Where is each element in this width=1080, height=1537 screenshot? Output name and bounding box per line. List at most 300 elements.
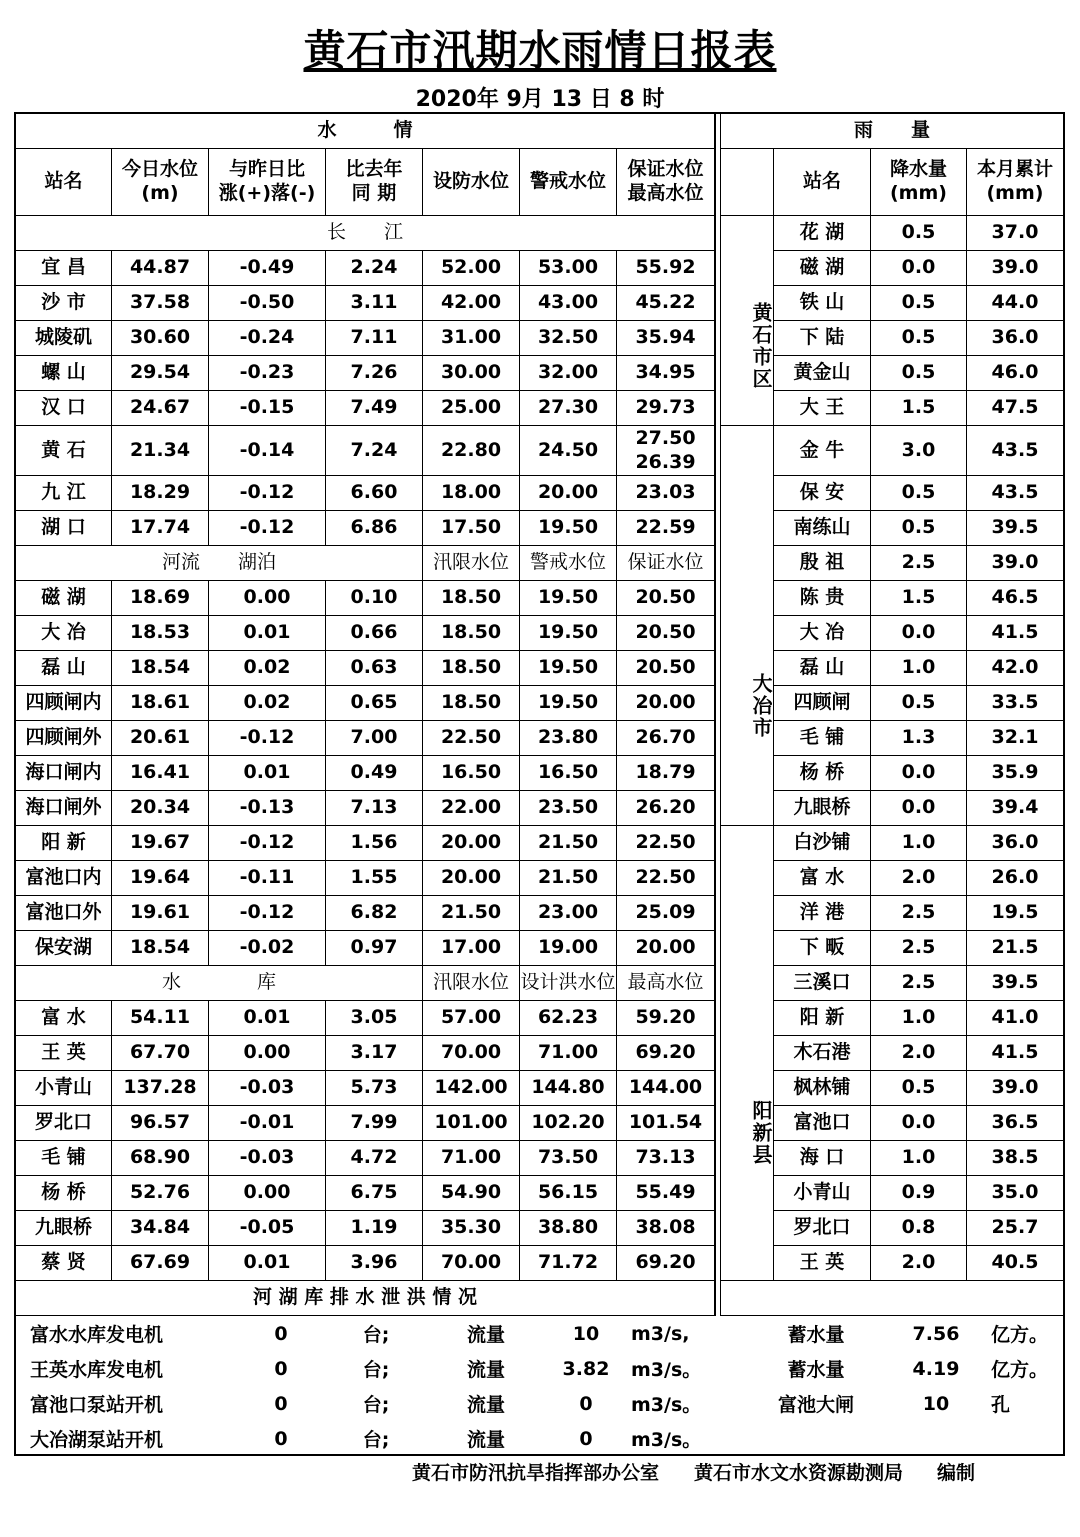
- water-value: 24.50: [520, 426, 617, 476]
- station-name: 磁 湖: [16, 581, 112, 616]
- water-value: 29.73: [617, 391, 715, 426]
- drainage-count: 0: [274, 1427, 288, 1450]
- water-value: 44.87: [112, 251, 209, 286]
- water-value: 6.86: [326, 511, 423, 546]
- drainage-flow-label: 流量: [466, 1324, 505, 1346]
- station-name: 海口闸外: [16, 791, 112, 826]
- rain-value: 43.5: [967, 476, 1063, 511]
- water-value: -0.03: [209, 1071, 326, 1106]
- water-value: -0.12: [209, 476, 326, 511]
- station-name: 毛 铺: [16, 1141, 112, 1176]
- water-value: 1.19: [326, 1211, 423, 1246]
- drainage-flow-label: 流量: [466, 1394, 505, 1416]
- water-value: 144.00: [617, 1071, 715, 1106]
- rain-station-name: 陈 贵: [774, 581, 871, 616]
- rain-station-name: 金 牛: [774, 426, 871, 476]
- rain-station-name: 白沙铺: [774, 826, 871, 861]
- water-value: 0.63: [326, 651, 423, 686]
- subsection-col-header: 保证水位: [617, 546, 715, 581]
- station-name: 罗北口: [16, 1106, 112, 1141]
- drainage-name: 富池口泵站开机: [30, 1394, 164, 1416]
- water-value: 18.50: [423, 686, 520, 721]
- water-value: 62.23: [520, 1001, 617, 1036]
- water-value: 32.50: [520, 321, 617, 356]
- rain-station-name: 下 陆: [774, 321, 871, 356]
- water-value: 30.00: [423, 356, 520, 391]
- water-value: 73.13: [617, 1141, 715, 1176]
- rain-station-name: 小青山: [774, 1176, 871, 1211]
- footer: [0, 1458, 1080, 1486]
- water-value: 20.00: [423, 826, 520, 861]
- rain-value: 0.0: [871, 1106, 967, 1141]
- rain-station-name: 木石港: [774, 1036, 871, 1071]
- water-col-header-0: 站名: [16, 149, 112, 216]
- rain-district-label: 阳新县: [721, 826, 774, 1281]
- rain-value: 0.9: [871, 1176, 967, 1211]
- drainage-name: 富水水库发电机: [30, 1324, 164, 1346]
- rain-district-label: 黄石市区: [721, 216, 774, 426]
- drainage-flow-label: 流量: [466, 1359, 505, 1381]
- water-value: 27.30: [520, 391, 617, 426]
- water-value: 18.69: [112, 581, 209, 616]
- water-value: 22.50: [423, 721, 520, 756]
- drainage-unit: 台;: [362, 1429, 390, 1451]
- rain-value: 0.5: [871, 216, 967, 251]
- rain-value: 37.0: [967, 216, 1063, 251]
- rain-col-header-2: 本月累计 (mm): [967, 149, 1063, 216]
- water-value: 6.75: [326, 1176, 423, 1211]
- water-value: 5.73: [326, 1071, 423, 1106]
- station-name: 沙 市: [16, 286, 112, 321]
- rain-value: 39.0: [967, 251, 1063, 286]
- water-value: 18.61: [112, 686, 209, 721]
- rain-value: 0.5: [871, 1071, 967, 1106]
- water-value: 20.00: [423, 861, 520, 896]
- water-value: 17.74: [112, 511, 209, 546]
- station-name: 富池口内: [16, 861, 112, 896]
- water-value: -0.01: [209, 1106, 326, 1141]
- water-value: 18.00: [423, 476, 520, 511]
- rain-value: 41.0: [967, 1001, 1063, 1036]
- water-value: 54.90: [423, 1176, 520, 1211]
- water-value: 7.00: [326, 721, 423, 756]
- rain-station-name: 花 湖: [774, 216, 871, 251]
- water-value: 25.00: [423, 391, 520, 426]
- rain-value: 1.5: [871, 581, 967, 616]
- water-value: 35.30: [423, 1211, 520, 1246]
- rain-station-name: 磁 湖: [774, 251, 871, 286]
- water-value: 55.92: [617, 251, 715, 286]
- drainage-title: 河 湖 库 排 水 泄 洪 情 况: [16, 1281, 715, 1316]
- water-value: 101.00: [423, 1106, 520, 1141]
- rain-station-name: 南练山: [774, 511, 871, 546]
- rain-value: 19.5: [967, 896, 1063, 931]
- water-value: 0.66: [326, 616, 423, 651]
- water-col-header-3: 比去年 同 期: [326, 149, 423, 216]
- rain-station-name: 杨 桥: [774, 756, 871, 791]
- water-value: 3.11: [326, 286, 423, 321]
- station-name: 磊 山: [16, 651, 112, 686]
- rain-value: 0.8: [871, 1211, 967, 1246]
- rain-station-name: 大 王: [774, 391, 871, 426]
- station-name: 四顾闸外: [16, 721, 112, 756]
- water-value: 42.00: [423, 286, 520, 321]
- subsection-col-header: 汛限水位: [423, 546, 520, 581]
- station-name: 富池口外: [16, 896, 112, 931]
- report-date: 2020年 9月 13 日 8 时: [415, 87, 665, 112]
- water-value: -0.03: [209, 1141, 326, 1176]
- drainage-extra-label: 富池大闸: [777, 1394, 854, 1416]
- rain-value: 0.5: [871, 356, 967, 391]
- rain-value: 46.0: [967, 356, 1063, 391]
- drainage-extra-unit: 亿方。: [991, 1359, 1049, 1381]
- station-name: 九眼桥: [16, 1211, 112, 1246]
- water-value: 0.65: [326, 686, 423, 721]
- drainage-extra-value: 10: [922, 1392, 950, 1415]
- drainage-extra-unit: [991, 1421, 1061, 1456]
- water-value: 19.50: [520, 651, 617, 686]
- water-value: 0.10: [326, 581, 423, 616]
- drainage-flow: 3.82: [562, 1357, 610, 1380]
- rain-value: 26.0: [967, 861, 1063, 896]
- rain-value: 38.5: [967, 1141, 1063, 1176]
- water-value: 18.50: [423, 616, 520, 651]
- rain-value: 39.5: [967, 511, 1063, 546]
- rain-value: 43.5: [967, 426, 1063, 476]
- rain-value: 0.5: [871, 286, 967, 321]
- water-value: 7.13: [326, 791, 423, 826]
- rain-value: 39.5: [967, 966, 1063, 1001]
- drainage-flow-unit: m3/s,: [631, 1322, 690, 1345]
- water-value: 57.00: [423, 1001, 520, 1036]
- water-value: 27.50 26.39: [617, 426, 715, 476]
- water-value: 3.96: [326, 1246, 423, 1281]
- water-value: 0.97: [326, 931, 423, 966]
- rain-value: 2.5: [871, 896, 967, 931]
- water-value: 20.00: [617, 686, 715, 721]
- water-value: 45.22: [617, 286, 715, 321]
- water-value: 142.00: [423, 1071, 520, 1106]
- water-value: -0.49: [209, 251, 326, 286]
- water-value: 101.54: [617, 1106, 715, 1141]
- water-value: 20.50: [617, 616, 715, 651]
- subsection-col-header: 汛限水位: [423, 966, 520, 1001]
- water-value: 52.00: [423, 251, 520, 286]
- water-value: 53.00: [520, 251, 617, 286]
- water-col-header-5: 警戒水位: [520, 149, 617, 216]
- water-value: 35.94: [617, 321, 715, 356]
- water-value: 20.00: [617, 931, 715, 966]
- water-value: 20.61: [112, 721, 209, 756]
- rain-station-name: 保 安: [774, 476, 871, 511]
- water-value: 21.50: [423, 896, 520, 931]
- station-name: 海口闸内: [16, 756, 112, 791]
- station-name: 王 英: [16, 1036, 112, 1071]
- water-value: 43.00: [520, 286, 617, 321]
- water-value: -0.23: [209, 356, 326, 391]
- drainage-count: 0: [274, 1322, 288, 1345]
- rain-value: 39.4: [967, 791, 1063, 826]
- rain-district-label: 大冶市: [721, 426, 774, 826]
- water-value: 20.50: [617, 651, 715, 686]
- water-value: -0.24: [209, 321, 326, 356]
- drainage-extra-label: [756, 1421, 876, 1456]
- rain-value: 39.0: [967, 546, 1063, 581]
- rain-value: 0.5: [871, 321, 967, 356]
- water-col-header-1: 今日水位 (m): [112, 149, 209, 216]
- rain-station-name: 毛 铺: [774, 721, 871, 756]
- water-value: 22.50: [617, 861, 715, 896]
- rain-value: 36.0: [967, 826, 1063, 861]
- water-value: 34.84: [112, 1211, 209, 1246]
- water-value: 3.17: [326, 1036, 423, 1071]
- rain-value: 1.0: [871, 826, 967, 861]
- water-value: 22.50: [617, 826, 715, 861]
- water-value: 0.01: [209, 616, 326, 651]
- water-value: 22.80: [423, 426, 520, 476]
- water-value: 7.26: [326, 356, 423, 391]
- rain-value: 2.0: [871, 861, 967, 896]
- rain-value: 0.5: [871, 511, 967, 546]
- drainage-extra-unit: 孔: [991, 1394, 1011, 1416]
- water-value: 0.00: [209, 1036, 326, 1071]
- drainage-count: 0: [274, 1392, 288, 1415]
- water-value: 6.60: [326, 476, 423, 511]
- water-value: 22.00: [423, 791, 520, 826]
- water-value: 26.70: [617, 721, 715, 756]
- water-value: 19.00: [520, 931, 617, 966]
- water-value: 0.01: [209, 1001, 326, 1036]
- rain-value: 36.5: [967, 1106, 1063, 1141]
- water-value: 19.50: [520, 581, 617, 616]
- station-name: 黄 石: [16, 426, 112, 476]
- water-value: 0.01: [209, 1246, 326, 1281]
- rain-value: 0.5: [871, 476, 967, 511]
- rain-value: 0.0: [871, 791, 967, 826]
- water-value: 18.53: [112, 616, 209, 651]
- water-value: 70.00: [423, 1036, 520, 1071]
- rain-station-name: 大 冶: [774, 616, 871, 651]
- rain-value: 21.5: [967, 931, 1063, 966]
- rain-value: 39.0: [967, 1071, 1063, 1106]
- drainage-flow-unit: m3/s。: [631, 1394, 702, 1416]
- drainage-flow: 0: [579, 1427, 593, 1450]
- water-value: 7.49: [326, 391, 423, 426]
- station-name: 宜 昌: [16, 251, 112, 286]
- rain-value: 3.0: [871, 426, 967, 476]
- water-value: 23.00: [520, 896, 617, 931]
- water-value: 69.20: [617, 1246, 715, 1281]
- rain-value: 41.5: [967, 1036, 1063, 1071]
- rain-station-name: 下 畈: [774, 931, 871, 966]
- water-value: 69.20: [617, 1036, 715, 1071]
- water-value: -0.02: [209, 931, 326, 966]
- rain-station-name: 磊 山: [774, 651, 871, 686]
- station-name: 蔡 贤: [16, 1246, 112, 1281]
- water-value: -0.50: [209, 286, 326, 321]
- station-name: 阳 新: [16, 826, 112, 861]
- rain-col-header-1: 降水量 (mm): [871, 149, 967, 216]
- water-value: 96.57: [112, 1106, 209, 1141]
- water-value: -0.05: [209, 1211, 326, 1246]
- station-name: 小青山: [16, 1071, 112, 1106]
- water-value: -0.12: [209, 511, 326, 546]
- rain-value: 47.5: [967, 391, 1063, 426]
- rain-station-name: 枫林铺: [774, 1071, 871, 1106]
- water-value: 102.20: [520, 1106, 617, 1141]
- rain-value: 0.5: [871, 686, 967, 721]
- water-value: 26.20: [617, 791, 715, 826]
- water-subsection-header: 河流 湖泊: [16, 546, 423, 581]
- drainage-extra-value: [886, 1421, 986, 1456]
- water-value: 18.54: [112, 931, 209, 966]
- water-value: 30.60: [112, 321, 209, 356]
- rain-value: 35.0: [967, 1176, 1063, 1211]
- drainage-extra-label: 蓄水量: [787, 1359, 845, 1381]
- water-value: 23.03: [617, 476, 715, 511]
- rain-station-name: 殷 祖: [774, 546, 871, 581]
- water-value: 31.00: [423, 321, 520, 356]
- drainage-flow: 0: [579, 1392, 593, 1415]
- drainage-extra-value: 4.19: [912, 1357, 960, 1380]
- water-value: 7.99: [326, 1106, 423, 1141]
- rain-value: 2.5: [871, 546, 967, 581]
- water-value: 38.80: [520, 1211, 617, 1246]
- rain-station-name: 阳 新: [774, 1001, 871, 1036]
- water-value: 20.50: [617, 581, 715, 616]
- water-value: 0.01: [209, 756, 326, 791]
- rain-value: 0.0: [871, 616, 967, 651]
- water-value: -0.15: [209, 391, 326, 426]
- water-value: 55.49: [617, 1176, 715, 1211]
- drainage-unit: 台;: [362, 1394, 390, 1416]
- drainage-flow-unit: m3/s。: [631, 1359, 702, 1381]
- water-value: 144.80: [520, 1071, 617, 1106]
- drainage-flow-label: 流量: [466, 1429, 505, 1451]
- drainage-unit: 台;: [362, 1324, 390, 1346]
- rain-station-name: 黄金山: [774, 356, 871, 391]
- drainage-name: 王英水库发电机: [30, 1359, 164, 1381]
- water-value: 19.64: [112, 861, 209, 896]
- water-value: 70.00: [423, 1246, 520, 1281]
- drainage-title-right-blank: [721, 1281, 1063, 1316]
- water-value: 19.61: [112, 896, 209, 931]
- rain-station-name: 海 口: [774, 1141, 871, 1176]
- rain-station-name: 富 水: [774, 861, 871, 896]
- rain-station-name: 罗北口: [774, 1211, 871, 1246]
- water-col-header-2: 与昨日比 涨(+)落(-): [209, 149, 326, 216]
- report-table: [14, 112, 1065, 1456]
- rain-value: 41.5: [967, 616, 1063, 651]
- rain-station-name: 洋 港: [774, 896, 871, 931]
- drainage-extra-value: 7.56: [912, 1322, 960, 1345]
- water-value: 16.50: [423, 756, 520, 791]
- water-value: 0.02: [209, 686, 326, 721]
- rain-value: 33.5: [967, 686, 1063, 721]
- water-value: 21.50: [520, 826, 617, 861]
- rain-station-name: 三溪口: [774, 966, 871, 1001]
- station-name: 四顾闸内: [16, 686, 112, 721]
- station-name: 湖 口: [16, 511, 112, 546]
- drainage-extra-label: 蓄水量: [787, 1324, 845, 1346]
- water-subsection-header: 长 江: [16, 216, 715, 251]
- rain-value: 36.0: [967, 321, 1063, 356]
- drainage-flow: 10: [572, 1322, 600, 1345]
- water-value: 20.00: [520, 476, 617, 511]
- water-value: 19.50: [520, 616, 617, 651]
- drainage-count: 0: [274, 1357, 288, 1380]
- water-value: 52.76: [112, 1176, 209, 1211]
- water-value: 1.55: [326, 861, 423, 896]
- station-name: 九 江: [16, 476, 112, 511]
- water-col-header-4: 设防水位: [423, 149, 520, 216]
- water-value: 0.02: [209, 651, 326, 686]
- rain-station-name: 王 英: [774, 1246, 871, 1281]
- drainage-unit: 台;: [362, 1359, 390, 1381]
- water-value: 21.50: [520, 861, 617, 896]
- station-name: 杨 桥: [16, 1176, 112, 1211]
- water-value: 23.50: [520, 791, 617, 826]
- water-value: 21.34: [112, 426, 209, 476]
- water-value: 18.50: [423, 581, 520, 616]
- water-value: 0.49: [326, 756, 423, 791]
- water-section-header: 水 情: [16, 114, 715, 149]
- rain-group-header-blank: [721, 149, 774, 216]
- water-value: 19.50: [520, 686, 617, 721]
- water-value: 17.00: [423, 931, 520, 966]
- water-value: 4.72: [326, 1141, 423, 1176]
- water-value: 16.50: [520, 756, 617, 791]
- rain-value: 1.5: [871, 391, 967, 426]
- rain-col-header-0: 站名: [774, 149, 871, 216]
- water-value: 3.05: [326, 1001, 423, 1036]
- rain-value: 1.0: [871, 1141, 967, 1176]
- drainage-extra-unit: 亿方。: [991, 1324, 1049, 1346]
- station-name: 螺 山: [16, 356, 112, 391]
- drainage-flow-unit: m3/s。: [631, 1429, 702, 1451]
- water-value: 137.28: [112, 1071, 209, 1106]
- water-value: 18.50: [423, 651, 520, 686]
- water-value: 67.69: [112, 1246, 209, 1281]
- water-value: 16.41: [112, 756, 209, 791]
- water-value: 18.29: [112, 476, 209, 511]
- rain-value: 2.0: [871, 1036, 967, 1071]
- rain-station-name: 九眼桥: [774, 791, 871, 826]
- water-value: -0.12: [209, 896, 326, 931]
- water-value: -0.14: [209, 426, 326, 476]
- water-value: 2.24: [326, 251, 423, 286]
- water-value: 25.09: [617, 896, 715, 931]
- water-value: 54.11: [112, 1001, 209, 1036]
- rain-value: 42.0: [967, 651, 1063, 686]
- water-value: 71.00: [520, 1036, 617, 1071]
- station-name: 富 水: [16, 1001, 112, 1036]
- water-value: 38.08: [617, 1211, 715, 1246]
- water-value: 7.24: [326, 426, 423, 476]
- subsection-col-header: 警戒水位: [520, 546, 617, 581]
- water-value: 37.58: [112, 286, 209, 321]
- water-value: 73.50: [520, 1141, 617, 1176]
- water-value: 56.15: [520, 1176, 617, 1211]
- station-name: 大 冶: [16, 616, 112, 651]
- rain-value: 2.0: [871, 1246, 967, 1281]
- water-value: 0.00: [209, 581, 326, 616]
- rain-station-name: 铁 山: [774, 286, 871, 321]
- station-name: 城陵矶: [16, 321, 112, 356]
- drainage-name: 大冶湖泵站开机: [30, 1429, 164, 1451]
- water-value: 71.00: [423, 1141, 520, 1176]
- rain-section-header: 雨 量: [721, 114, 1063, 149]
